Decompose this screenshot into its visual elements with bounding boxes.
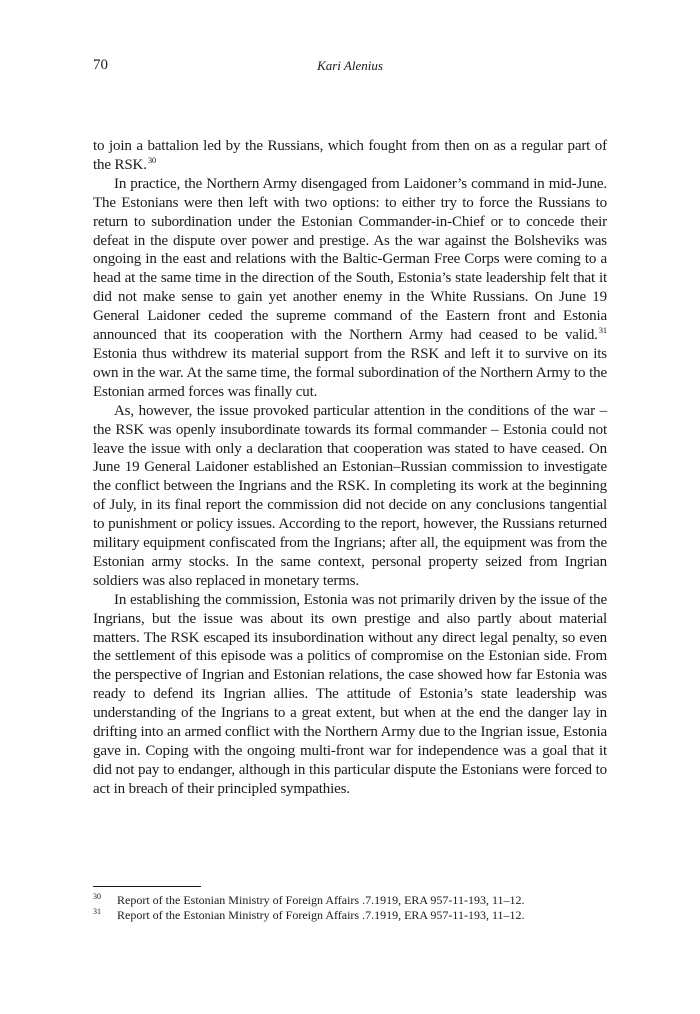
running-head-author: Kari Alenius (317, 58, 383, 73)
footnote-text: Report of the Estonian Ministry of Foreign Affairs .7.1919, ERA 957-11-193, 11–12. (117, 908, 525, 922)
paragraph-4 (93, 591, 607, 799)
footnotes (93, 893, 607, 923)
footnote-ref-30[interactable]: 30 (147, 154, 157, 165)
paragraph-3 (93, 402, 607, 591)
paragraph-text-continued: Estonia thus withdrew its material support from the RSK and left it to survive on its own in the war. At the same time, the formal subordination of the Northern Army to the Estonian armed forces was finally cut. (93, 345, 607, 400)
footnote-ref-31[interactable]: 31 (598, 325, 607, 336)
page-number: 70 (93, 57, 108, 73)
paragraph-2 (93, 175, 607, 402)
footnote-30 (93, 893, 607, 908)
footnote-text: Report of the Estonian Ministry of Foreign Affairs .7.1919, ERA 957-11-193, 11–12. (117, 893, 525, 907)
paragraph-text: As, however, the issue provoked particular attention in the conditions of the war – the RSK was openly insubordinate towards its formal commander – Estonia could not leave the issue with only a declaration that cooperation was stated to have ceased. On June 19 General Laidoner established an Estonian–Russian commission to investigate the conflict between the Ingrians and the RSK. In completing its work at the beginning of July, in its final report the commission did not decide on any conclusions tangential to punishment or policy issues. According to the report, however, the Russians returned military equipment confiscated from the Ingrians; after all, the equipment was from the Estonian army stocks. In the same context, personal property seized from Ingrian soldiers was also replaced in monetary terms. (93, 402, 607, 589)
footnote-number: 31 (93, 907, 101, 916)
footnote-number: 30 (93, 892, 101, 901)
footnote-31 (93, 908, 607, 923)
body-text (93, 137, 607, 799)
running-header (93, 56, 607, 76)
paragraph-text: to join a battalion led by the Russians, which fought from then on as a regular part of the RSK. (93, 138, 607, 173)
footnote-separator-rule (93, 886, 201, 887)
paragraph-text: In establishing the commission, Estonia was not primarily driven by the issue of the Ingrians, but the issue was about its own prestige and also partly about material matters. The RSK escaped its insubordination without any direct legal penalty, so even the settlement of this episode was a politics of compromise on the Estonian side. From the perspective of Ingrian and Estonian relations, the case showed how far Estonia was ready to defend its Ingrian allies. The attitude of Estonia’s state leadership was understanding of the Ingrians to a great extent, but when at the end the danger lay in drifting into an armed conflict with the Northern Army due to the Ingrian issue, Estonia gave in. Coping with the ongoing multi-front war for independence was a goal that it did not pay to endanger, although in this particular dispute the Estonians were forced to act in breach of their principled sympathies. (93, 591, 607, 797)
paragraph-text: In practice, the Northern Army disengaged from Laidoner’s command in mid-June. The Estonians were then left with two options: to either try to force the Russians to return to subordination under the Estonian Commander-in-Chief or to concede their defeat in the dispute over power and prestige. As the war against the Bolsheviks was ongoing in the east and relations with the Baltic-German Free Corps were coming to a head at the same time in the direction of the South, Estonia’s state leadership felt that it did not make sense to gain yet another enemy in the White Russians. On June 19 General Laidoner ceded the supreme command of the Eastern front and Estonia announced that its cooperation with the Northern Army had ceased to be valid. (93, 175, 607, 344)
paragraph-1 (93, 137, 607, 175)
